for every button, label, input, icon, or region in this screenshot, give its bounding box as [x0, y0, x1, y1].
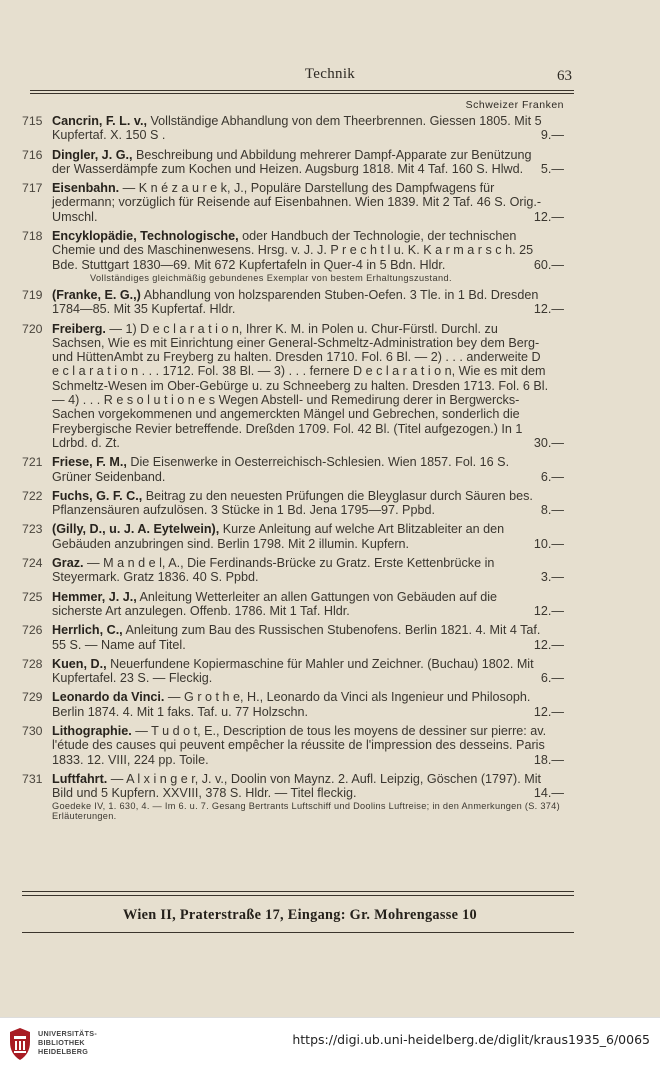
entry-number: 731: [22, 771, 43, 786]
section-title: Technik: [304, 66, 356, 82]
entry-description: Kurze Anleitung auf welche Art Blitzableiter an den Gebäuden anzubringen sind. Berlin 1798. Mit 2 illumin. Kupfern.: [52, 522, 505, 551]
entry-price: 12.—: [533, 302, 564, 317]
entry-number: 729: [22, 690, 43, 705]
catalogue-entries: [22, 114, 574, 826]
entry-price: 12.—: [533, 603, 564, 618]
entry-price: 14.—: [533, 786, 564, 801]
entry-price: 10.—: [533, 536, 564, 551]
catalogue-entry: [22, 590, 574, 619]
entry-author: (Franke, E. G.,): [52, 287, 141, 302]
catalogue-entry: [22, 623, 574, 652]
entry-description: — A l x i n g e r, J. v., Doolin von Maynz. 2. Aufl. Leipzig, Göschen (1797). Mit Bild und 5 Kupfern. XXVIII, 378 S. Hldr. — Titel fleckig.: [52, 771, 542, 801]
entry-price: 12.—: [533, 704, 564, 719]
entry-number: 728: [22, 656, 43, 671]
entry-author: Friese, F. M.,: [52, 455, 127, 470]
entry-number: 715: [22, 114, 43, 128]
entry-author: Leonardo da Vinci.: [52, 690, 165, 705]
catalogue-entry: [22, 489, 574, 518]
entry-description: Die Eisenwerke in Oesterreichisch-Schlesien. Wien 1857. Fol. 16 S. Grüner Seidenband.: [52, 455, 510, 484]
catalogue-entry: [22, 148, 574, 177]
entry-price: 12.—: [533, 209, 564, 224]
catalogue-entry: [22, 229, 574, 283]
entry-author: Hemmer, J. J.,: [52, 589, 137, 604]
entry-number: 716: [22, 147, 43, 162]
library-logo-icon: [8, 1028, 32, 1060]
catalogue-entry: [22, 724, 574, 767]
entry-price: 30.—: [533, 435, 564, 450]
entry-author: Herrlich, C.,: [52, 623, 123, 638]
entry-author: Luftfahrt.: [52, 771, 108, 786]
entry-price: 6.—: [540, 671, 564, 686]
footer-rule: [22, 891, 574, 892]
entry-description: Vollständige Abhandlung von dem Theerbrennen. Giessen 1805. Mit 5 Kupfertaf. X. 150 S .: [52, 114, 542, 143]
entry-description: Neuerfundene Kopiermaschine für Mahler und Zeichner. (Buchau) 1802. Mit Kupfertafel. 23 S. — Fleckig.: [52, 656, 534, 686]
footer-bottom-rule: [22, 932, 574, 933]
library-bar: [0, 1017, 660, 1068]
catalogue-entry: [22, 288, 574, 317]
entry-price: 12.—: [533, 637, 564, 652]
catalogue-entry: [22, 181, 574, 224]
currency-column-label: Schweizer Franken: [465, 99, 564, 111]
page-number: 63: [557, 68, 572, 84]
entry-number: 726: [22, 623, 43, 638]
footer-rule-inner: [22, 895, 574, 896]
entry-author: Freiberg.: [52, 321, 106, 336]
entry-price: 5.—: [540, 161, 564, 176]
entry-price: 18.—: [533, 752, 564, 767]
catalogue-entry: [22, 455, 574, 484]
entry-description: oder Handbuch der Technologie, der technischen Chemie und des Maschinenwesens. Hrsg. v. J. J. P r e c h t l u. K. K a r m a r s c h. 25 Bde. Stuttgart 1830—69. Mit 672 Kupfertafeln in Quer-4 in 5 Bdn. Hldr.: [52, 229, 534, 272]
entry-note: Vollständiges gleichmäßig gebundenes Exemplar von bestem Erhaltungszustand.: [90, 272, 452, 283]
catalogue-entry: [22, 114, 574, 143]
entry-description: Beschreibung und Abbildung mehrerer Dampf-Apparate zur Benützung der Wasserdämpfe zum Kochen und Heizen. Augsburg 1818. Mit 4 Taf. 160 S. Hlwd.: [52, 147, 532, 176]
entry-number: 720: [22, 321, 43, 336]
entry-price: 3.—: [540, 570, 564, 585]
entry-number: 719: [22, 287, 43, 302]
entry-price: 8.—: [540, 503, 564, 518]
entry-author: (Gilly, D., u. J. A. Eytelwein),: [52, 522, 220, 537]
catalogue-entry: [22, 690, 574, 719]
entry-description: — 1) D e c l a r a t i o n, Ihrer K. M. in Polen u. Chur-Fürstl. Durchl. zu Sachsen, Wie es mit Einrichtung einer General-Schmeltz-Administration bey dem Berg- und HüttenAmbt zu Freyberg zu halten. Dresden 1710. Fol. 6 Bl. — 2) . . . anderweite D e c l a r a t i o n . . . 1712. Fol. 38 Bl. — 3) . . . fernere D e c l a r a t i o n, Wie es mit dem Schmeltz-Wesen im Ober-Gebürge u. zu Schneeberg zu halten. Dresden 1713. Fol. 6 Bl. — 4) . . . R e s o l u t i o n e s Wegen Abstell- und Remedirung derer in Bergwercks-Sachen vorgekommenen und angemerckten Mängel und Gebrechen, sonderlich die Freybergische Revier betreffende. Dreßden 1709. Fol. 42 Bl. (Titel aufgezogen.) In 1 Ldrbd. d. Zt.: [52, 321, 549, 450]
catalogue-entry: [22, 322, 574, 451]
entry-description: Anleitung Wetterleiter an allen Gattungen von Gebäuden auf die sicherste Art anzulegen. Offenb. 1786. Mit 1 Taf. Hldr.: [52, 589, 498, 618]
entry-number: 718: [22, 229, 43, 244]
entry-description: — G r o t h e, H., Leonardo da Vinci als Ingenieur und Philosoph. Berlin 1874. 4. Mit 1 faks. Taf. u. 77 Holzschn.: [52, 690, 531, 719]
entry-author: Graz.: [52, 556, 84, 571]
catalogue-entry: [22, 772, 574, 822]
entry-description: Beitrag zu den neuesten Prüfungen die Bleyglasur durch Säuren bes. Pflanzensäuren aufzulösen. 3 Stücke in 1 Bd. Jena 1795—97. Ppbd.: [52, 488, 533, 518]
entry-number: 723: [22, 522, 43, 537]
library-name: UNIVERSITÄTS- BIBLIOTHEK HEIDELBERG: [38, 1029, 98, 1056]
header-rule: [30, 90, 574, 91]
entry-number: 724: [22, 556, 43, 571]
entry-price: 9.—: [540, 128, 564, 143]
entry-number: 722: [22, 488, 43, 503]
catalogue-entry: [22, 522, 574, 551]
entry-author: Eisenbahn.: [52, 181, 120, 196]
entry-number: 730: [22, 723, 43, 738]
entry-description: Anleitung zum Bau des Russischen Stubenofens. Berlin 1821. 4. Mit 4 Taf. 55 S. — Name auf Titel.: [52, 623, 541, 652]
entry-description: — K n é z a u r e k, J., Populäre Darstellung des Dampfwagens für jedermann; vorzüglich für Reisende auf Eisenbahnen. Wien 1839. Mit 2 Taf. 46 S. Orig.-Umschl.: [52, 181, 542, 224]
publisher-address: Wien II, Praterstraße 17, Eingang: Gr. Mohrengasse 10: [123, 907, 477, 923]
entry-price: 60.—: [533, 257, 564, 272]
permalink-url[interactable]: https://digi.ub.uni-heidelberg.de/diglit/kraus1935_6/0065: [292, 1032, 650, 1047]
entry-author: Lithographie.: [52, 723, 132, 738]
catalogue-entry: [22, 657, 574, 686]
entry-author: Kuen, D.,: [52, 656, 107, 671]
entry-author: Fuchs, G. F. C.,: [52, 488, 143, 503]
entry-description: Abhandlung von holzsparenden Stuben-Oefen. 3 Tle. in 1 Bd. Dresden 1784—85. Mit 35 Kupfertaf. Hldr.: [52, 287, 539, 317]
catalogue-entry: [22, 556, 574, 585]
entry-author: Cancrin, F. L. v.,: [52, 114, 147, 128]
entry-number: 721: [22, 455, 43, 470]
entry-author: Dingler, J. G.,: [52, 147, 133, 162]
entry-note: Goedeke IV, 1. 630, 4. — Im 6. u. 7. Gesang Bertrants Luftschiff und Doolins Luftreise; in den Anmerkungen (S. 374) Erläuterungen.: [52, 801, 560, 822]
entry-number: 717: [22, 181, 43, 196]
entry-author: Encyklopädie, Technologische,: [52, 229, 239, 244]
entry-price: 6.—: [540, 469, 564, 484]
entry-description: — T u d o t, E., Description de tous les moyens de dessiner sur pierre: av. l'étude des causes qui peuvent empêcher la réussite de l'impression des desseins. Paris 1833. 12. VIII, 224 pp. Toile.: [52, 723, 547, 767]
entry-number: 725: [22, 589, 43, 604]
entry-description: — M a n d e l, A., Die Ferdinands-Brücke zu Gratz. Erste Kettenbrücke in Steyermark. Gratz 1836. 40 S. Ppbd.: [52, 556, 495, 585]
header-rule-inner: [30, 93, 574, 94]
